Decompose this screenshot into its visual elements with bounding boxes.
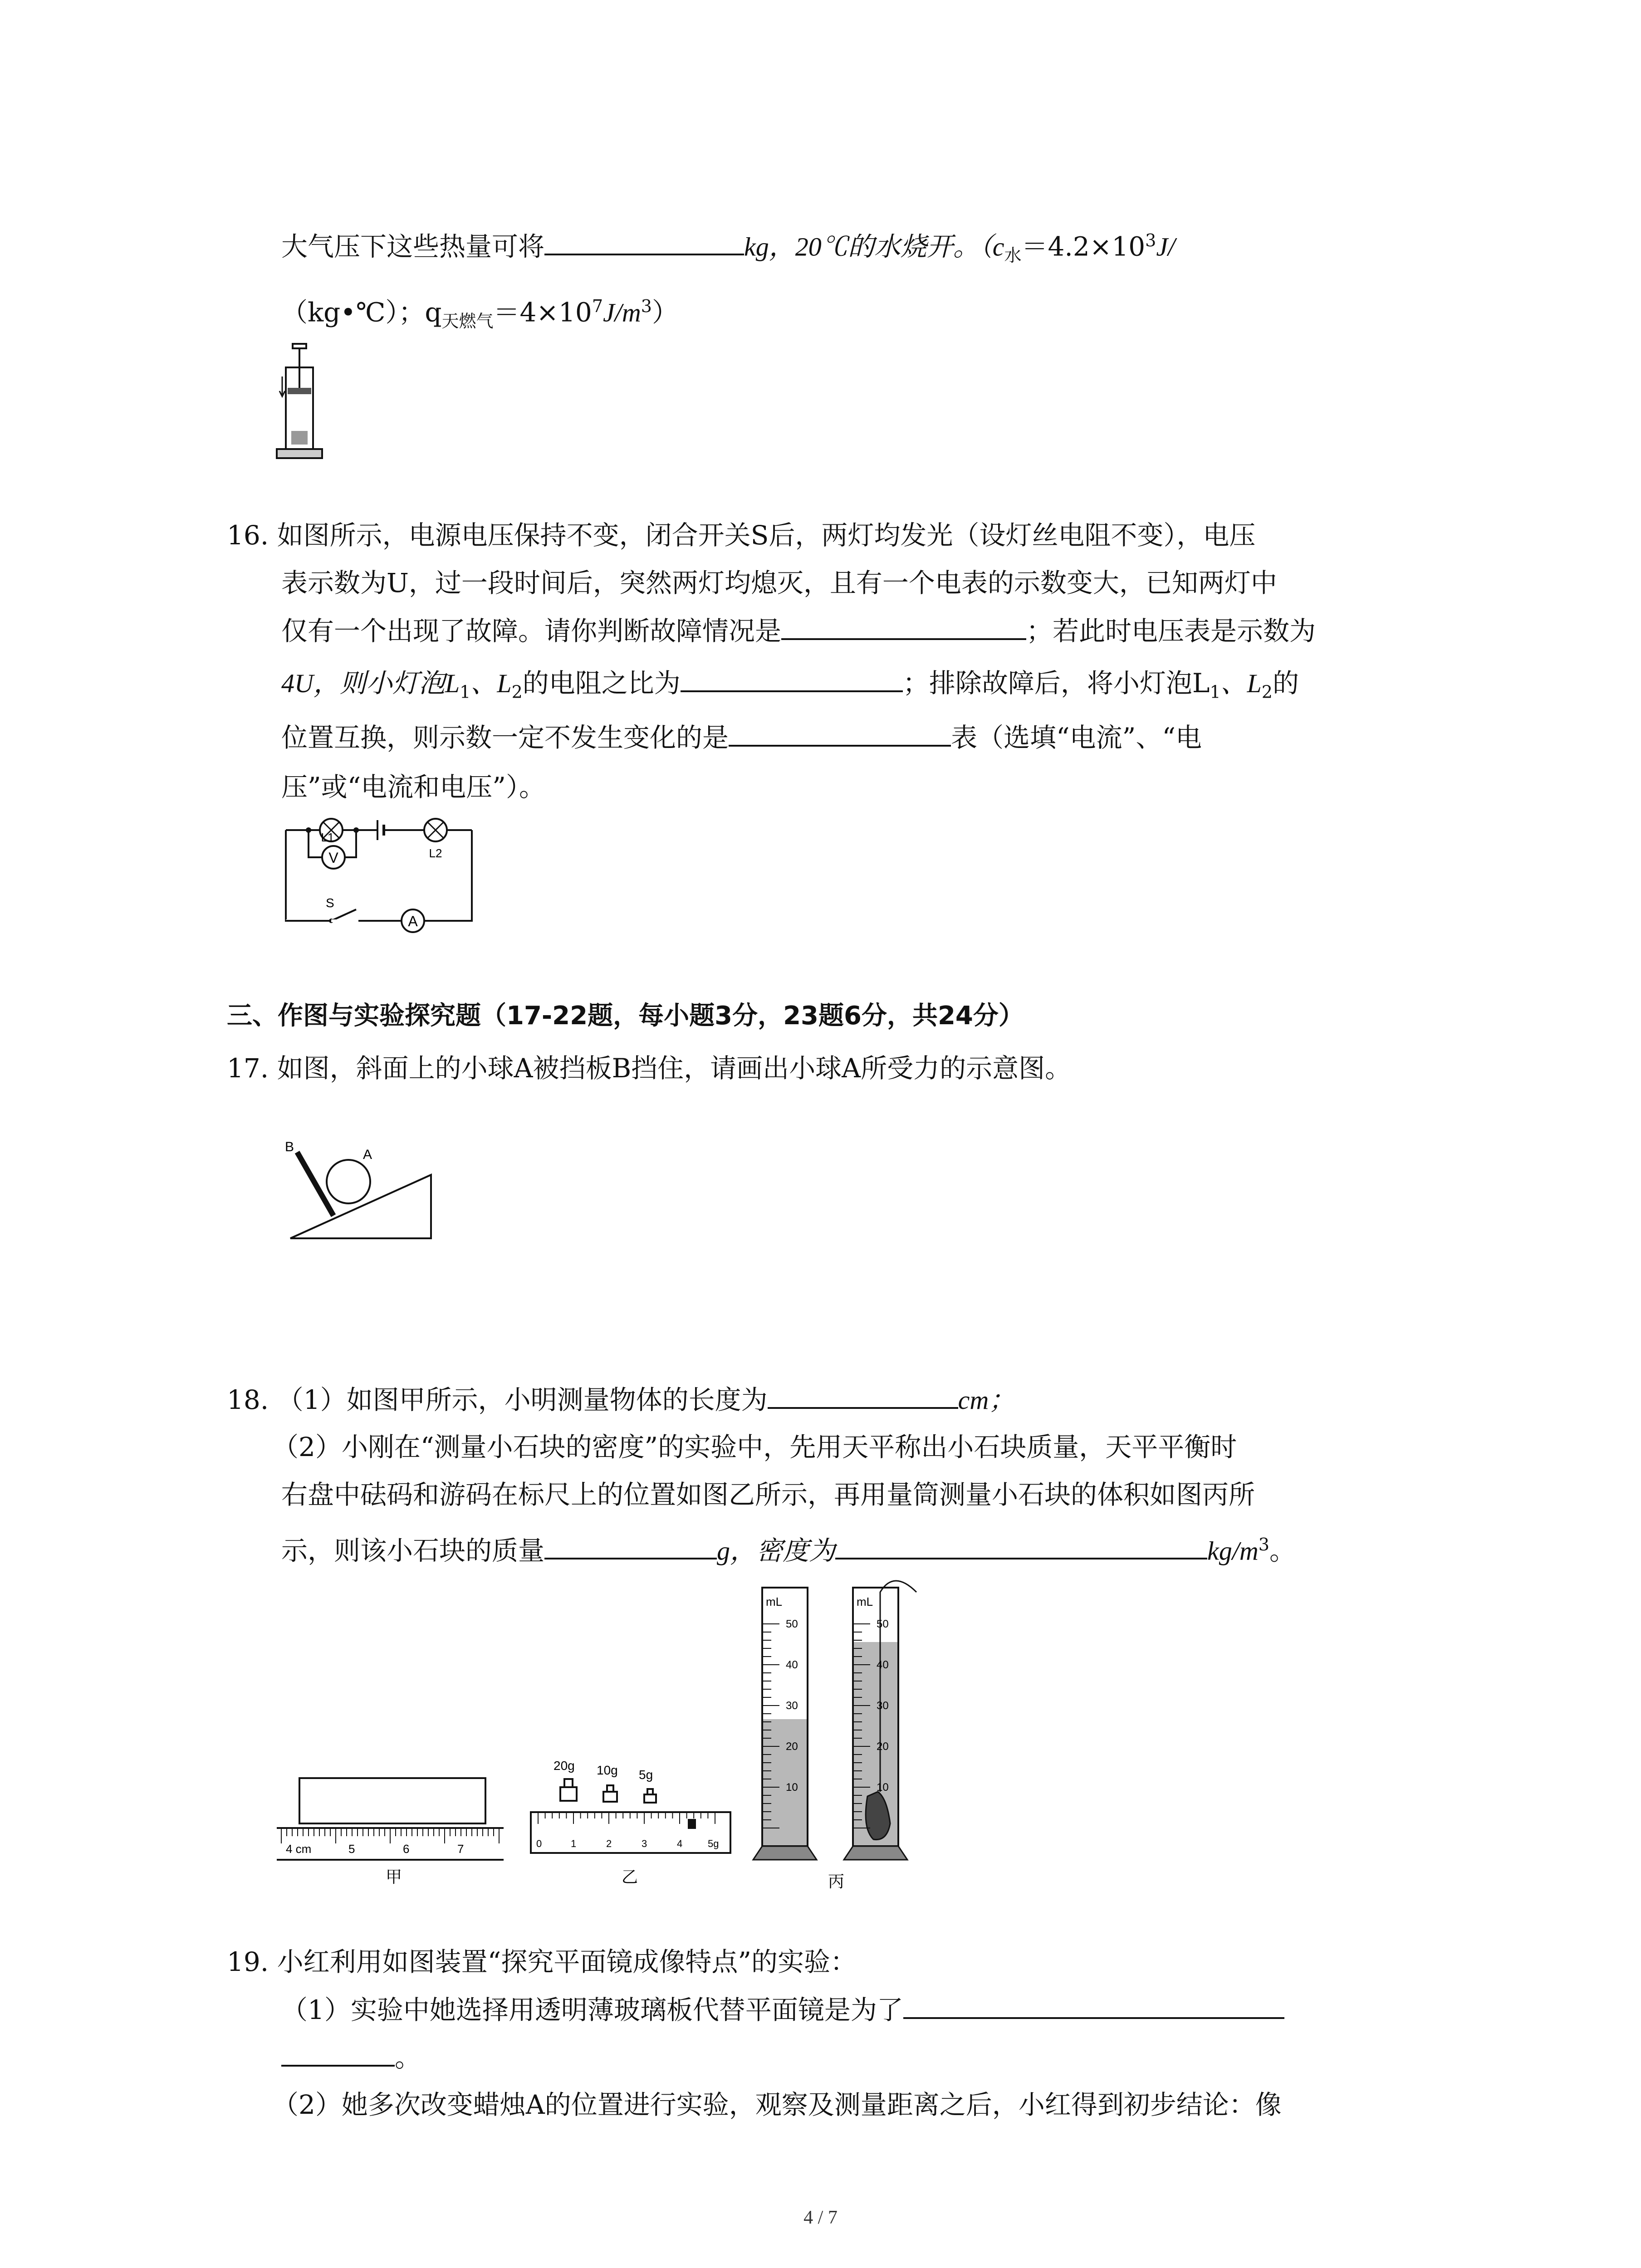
scale-tick-3: 3	[642, 1838, 647, 1849]
q19-line-1: 19. 小红利用如图装置“探究平面镜成像特点”的实验：	[227, 1946, 857, 1977]
cyl2-unit: mL	[857, 1595, 873, 1608]
q18-blank-2[interactable]	[544, 1534, 717, 1559]
q17-text: 17. 如图，斜面上的小球A被挡板B挡住，请画出小球A所受力的示意图。	[227, 1053, 1072, 1084]
q18-line-2: （2）小刚在“测量小石块的密度”的实验中，先用天平称出小石块质量，天平平衡时	[272, 1432, 1237, 1462]
q18-balance-figure	[522, 1751, 740, 1887]
q16-line-4: 4U，则小灯泡$L_1$、$L_2$的电阻之比为 ；排除故障后，将小灯泡$L_1$、$L_2$的	[281, 668, 1299, 702]
cyl1-tick-50: 50	[786, 1618, 798, 1630]
q18-blank-3[interactable]	[835, 1534, 1207, 1559]
q19-blank-1[interactable]	[903, 1994, 1284, 2019]
ammeter-label: A	[408, 913, 418, 929]
scale-tick-1: 1	[571, 1838, 577, 1849]
cyl1-tick-10: 10	[786, 1781, 798, 1794]
switch-label: S	[326, 896, 334, 910]
q15-line-1: 大气压下这些热量可将 kg，20℃的水烧开。（$c_水=4.2\times 10^3J/$	[281, 230, 1176, 265]
q16-blank-3[interactable]	[729, 721, 951, 747]
cyl1-tick-30: 30	[786, 1700, 798, 1712]
q17-incline-figure	[272, 1134, 445, 1243]
q15-pump-figure	[272, 340, 327, 463]
scale-tick-2: 2	[606, 1838, 612, 1849]
ruler-tick-6: 6	[403, 1842, 410, 1856]
cyl1-unit: mL	[766, 1595, 783, 1608]
l1-label: L1	[321, 831, 334, 844]
q16-line-3: 仅有一个出现了故障。请你判断故障情况是 ；若此时电压表是示数为	[281, 616, 1316, 646]
q15-line-2: （kg•℃）；$q_{天燃气}=4\times 10^7J/m^3$）	[281, 296, 678, 331]
section-3-heading: 三、作图与实验探究题（17-22题，每小题3分，23题6分，共24分）	[227, 1001, 1024, 1031]
q16-line-1: 16. 如图所示，电源电压保持不变，闭合开关S后，两灯均发光（设灯丝电阻不变），电压	[227, 520, 1256, 551]
q18-line-3: 右盘中砝码和游码在标尺上的位置如图乙所示，再用量筒测量小石块的体积如图丙所	[281, 1479, 1255, 1510]
q15-blank[interactable]	[544, 230, 744, 255]
scale-tick-4: 4	[677, 1838, 683, 1849]
scale-tick-5: 5g	[708, 1838, 719, 1849]
cyl2-tick-50: 50	[877, 1618, 889, 1630]
cyl1-tick-20: 20	[786, 1740, 798, 1753]
q16-line-2: 表示数为U，过一段时间后，突然两灯均熄灭，且有一个电表的示数变大，已知两灯中	[281, 567, 1277, 598]
ball-a-label: A	[363, 1147, 372, 1162]
cyl2-tick-10: 10	[877, 1781, 889, 1794]
board-b-label: B	[285, 1139, 294, 1154]
q16-blank-1[interactable]	[781, 615, 1026, 640]
q16-line-6: 压”或“电流和电压”）。	[281, 772, 545, 802]
q18-blank-1[interactable]	[768, 1383, 958, 1409]
q15-text: 大气压下这些热量可将	[281, 231, 545, 262]
q18-ruler-figure	[272, 1769, 508, 1887]
page-number: 4 / 7	[803, 2207, 838, 2228]
voltmeter-label: V	[328, 850, 338, 866]
cyl2-tick-40: 40	[877, 1659, 889, 1671]
q18-cylinder-figure	[749, 1574, 962, 1892]
ruler-tick-4: 4 cm	[286, 1842, 312, 1856]
weight-20g-label: 20g	[554, 1759, 575, 1773]
l2-label: L2	[429, 846, 442, 860]
cyl1-tick-40: 40	[786, 1659, 798, 1671]
fig-caption-jia: 甲	[386, 1867, 402, 1886]
ruler-tick-5: 5	[348, 1842, 355, 1856]
q18-line-4: 示，则该小石块的质量 g，密度为 $kg/m^3$。	[281, 1535, 1296, 1566]
q16-blank-2[interactable]	[681, 667, 903, 692]
q18-line-1: 18. （1）如图甲所示，小明测量物体的长度为 cm；	[227, 1384, 1015, 1415]
q19-blank-2[interactable]	[281, 2041, 395, 2067]
q16-circuit-figure	[277, 812, 490, 943]
q19-line-4: （2）她多次改变蜡烛A的位置进行实验，观察及测量距离之后，小红得到初步结论：像	[272, 2089, 1282, 2120]
cyl2-tick-30: 30	[877, 1700, 889, 1712]
scale-tick-0: 0	[536, 1838, 542, 1849]
fig-caption-yi: 乙	[622, 1867, 638, 1886]
q16-line-5: 位置互换，则示数一定不发生变化的是 表（选填“电流”、“电	[281, 722, 1202, 753]
cyl2-tick-20: 20	[877, 1740, 889, 1753]
fig-caption-bing: 丙	[828, 1872, 845, 1891]
weight-5g-label: 5g	[639, 1768, 653, 1782]
ruler-tick-7: 7	[457, 1842, 464, 1856]
weight-10g-label: 10g	[597, 1763, 618, 1777]
q19-line-3: 。	[281, 2041, 421, 2073]
q19-line-2: （1）实验中她选择用透明薄玻璃板代替平面镜是为了	[281, 1994, 1284, 2026]
